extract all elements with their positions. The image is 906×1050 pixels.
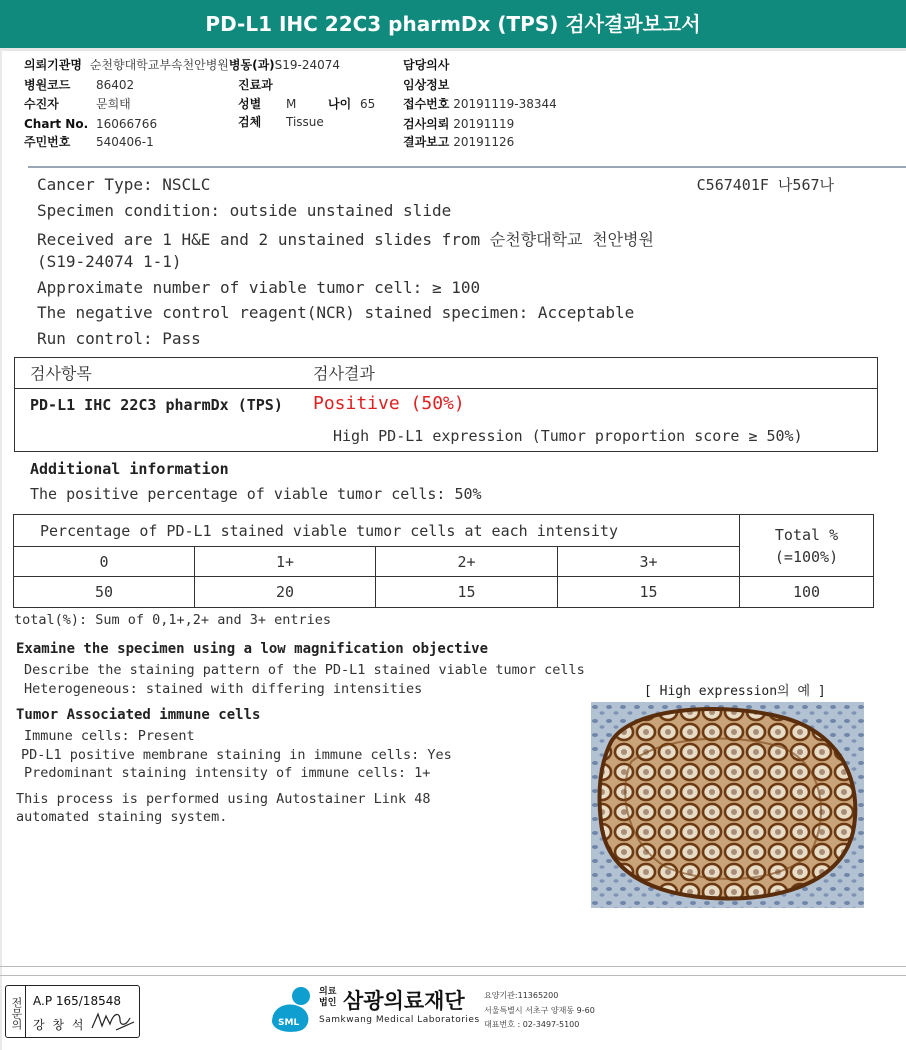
signature-stamp: [5, 985, 140, 1038]
org-info-address: 서울특별시 서초구 양재동 9-60: [484, 1006, 595, 1015]
stamp-ap-number: A.P 165/18548: [33, 994, 121, 1008]
request-date-value: 20191119: [453, 117, 515, 131]
viable-cell-line: Approximate number of viable tumor cell: ≥ 100: [37, 278, 481, 297]
high-expression-image: [591, 702, 864, 908]
chart-label: Chart No.: [24, 117, 89, 131]
result-box-divider: [15, 388, 877, 389]
intensity-value-2: 15: [376, 577, 558, 608]
result-box: [14, 357, 878, 452]
specimen-condition-line: Specimen condition: outside unstained slide: [37, 201, 452, 220]
hospital-code-label: 병원코드: [24, 78, 71, 92]
stamp-pathologist-name: 강 창 석: [33, 1018, 86, 1032]
process-line1: This process is performed using Autostainer Link 48: [16, 791, 431, 807]
intensity-value-1: 20: [195, 577, 376, 608]
examine-line1: Describe the staining pattern of the PD-L1 stained viable tumor cells: [24, 662, 585, 678]
dept-value: S19-24074: [274, 58, 341, 72]
org-info-phone: 대표번호 : 02-3497-5100: [484, 1020, 580, 1029]
run-control-line: Run control: Pass: [37, 329, 201, 348]
test-item: PD-L1 IHC 22C3 pharmDx (TPS): [30, 396, 283, 414]
footer-line-bottom: [0, 975, 906, 976]
intensity-col-2: 2+: [376, 547, 558, 577]
received-id-line: (S19-24074 1-1): [37, 252, 182, 271]
total-header-line2: (=100%): [774, 547, 839, 566]
intensity-col-3: 3+: [558, 547, 740, 577]
immune-heading: Tumor Associated immune cells: [16, 707, 261, 723]
footer-line-top: [0, 966, 906, 967]
received-line: Received are 1 H&E and 2 unstained slides from 순천향대학교 천안병원: [37, 230, 654, 249]
doctor-row: [403, 58, 449, 72]
total-header: [740, 515, 874, 577]
stamp-side-label: 전문의: [6, 986, 26, 1037]
sex-label: 성별: [238, 97, 262, 111]
patient-label: 수진자: [24, 97, 59, 111]
request-date-row: [403, 117, 514, 131]
examine-line2: Heterogeneous: stained with differing intensities: [24, 681, 423, 697]
clinical-info-label: 임상정보: [403, 78, 450, 92]
chart-value: 16066766: [96, 117, 158, 131]
specimen-code: C567401F 나567나: [696, 176, 834, 194]
intensity-table: [13, 514, 874, 608]
sml-logo: [268, 984, 318, 1034]
specimen-label: 검체: [238, 115, 262, 129]
receipt-no-value: 20191119-38344: [453, 97, 557, 111]
report-date-label: 결과보고: [403, 135, 450, 149]
intensity-col-1: 1+: [195, 547, 376, 577]
org-law-label: 의료 법인: [319, 987, 337, 1008]
table-note: total(%): Sum of 0,1+,2+ and 3+ entries: [14, 612, 331, 628]
institution-value: 순천향대학교부속천안병원: [89, 58, 229, 72]
institution-row: [24, 58, 340, 72]
org-info-code: 요양기관:11365200: [484, 991, 559, 1000]
immune-line1: Immune cells: Present: [24, 728, 195, 744]
immune-line3: Predominant staining intensity of immune cells: 1+: [24, 765, 431, 781]
total-header-line1: Total %: [774, 525, 839, 544]
intensity-value-3: 15: [558, 577, 740, 608]
report-date-row: [403, 135, 514, 149]
result-col-result: 검사결과: [313, 364, 375, 383]
request-date-label: 검사의뢰: [403, 117, 450, 131]
sml-logo-text: SML: [278, 1018, 300, 1028]
sex-value: M: [286, 97, 297, 111]
report-date-value: 20191126: [453, 135, 515, 149]
examine-heading: Examine the specimen using a low magnification objective: [16, 641, 489, 657]
doctor-label: 담당의사: [403, 58, 450, 72]
specimen-value: Tissue: [286, 115, 324, 129]
intensity-table-header: Percentage of PD-L1 stained viable tumor cells at each intensity: [14, 515, 740, 547]
ncr-line: The negative control reagent(NCR) stained specimen: Acceptable: [37, 303, 635, 322]
additional-text: The positive percentage of viable tumor cells: 50%: [30, 485, 482, 503]
org-english-name: Samkwang Medical Laboratories: [319, 1015, 480, 1025]
patient-value: 문희태: [96, 97, 131, 111]
intensity-col-0: 0: [14, 547, 195, 577]
dept-label: 병동(과): [228, 58, 275, 72]
rrn-value: 540406-1: [96, 135, 154, 149]
image-label: [ High expression의 예 ]: [644, 684, 826, 699]
intensity-total: 100: [740, 577, 874, 608]
process-line2: automated staining system.: [16, 809, 228, 825]
receipt-no-label: 접수번호: [403, 97, 450, 111]
report-title: PD-L1 IHC 22C3 pharmDx (TPS) 검사결과보고서: [0, 0, 906, 48]
institution-label: 의뢰기관명: [24, 58, 82, 72]
result-col-item: 검사항목: [30, 364, 92, 383]
histology-micrograph: [591, 702, 864, 908]
header-separator: [28, 166, 906, 168]
intensity-value-0: 50: [14, 577, 195, 608]
additional-heading: Additional information: [30, 460, 229, 478]
page-left-edge: [0, 50, 2, 1050]
clinic-label: 진료과: [238, 78, 273, 92]
age-label: 나이: [328, 97, 352, 111]
org-name: 삼광의료재단: [343, 989, 465, 1013]
receipt-no-row: [403, 97, 557, 111]
immune-line2: PD-L1 positive membrane staining in immune cells: Yes: [21, 747, 452, 763]
age-value: 65: [360, 97, 376, 111]
title-underline: [0, 48, 906, 51]
signature-scribble: [90, 1008, 136, 1034]
cancer-type-line: Cancer Type: NSCLC: [37, 175, 211, 194]
expression-text: High PD-L1 expression (Tumor proportion score ≥ 50%): [333, 427, 803, 445]
rrn-label: 주민번호: [24, 135, 71, 149]
hospital-code-value: 86402: [96, 78, 135, 92]
test-result: Positive (50%): [313, 393, 465, 414]
